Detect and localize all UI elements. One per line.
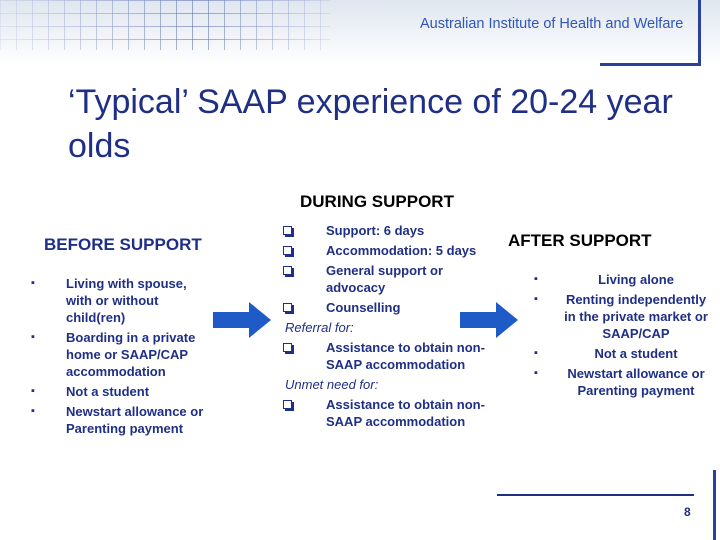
hollow-square-bullet-icon [283,246,292,255]
before-list [28,275,213,440]
right-arrow-icon [460,302,518,338]
hollow-square-bullet-icon [283,226,292,235]
header-horizontal-rule [600,63,701,66]
list-item: Counselling [283,299,493,316]
unmet-need-label: Unmet need for: [285,377,379,392]
list-item: ▪ Living with spouse, with or without child(ren) [31,276,187,325]
bullet-icon: ▪ [534,293,538,305]
list-item: ▪ Newstart allowance or Parenting payment [534,366,705,398]
bullet-icon: ▪ [31,277,35,289]
list-item: ▪ Newstart allowance or Parenting payment [31,404,204,436]
list-item: ▪ Renting independently in the private market or SAAP/CAP [534,292,708,341]
referral-label: Referral for: [285,320,354,335]
bullet-icon: ▪ [31,405,35,417]
hollow-square-bullet-icon [283,343,292,352]
list-item: Support: 6 days [283,222,493,239]
page-number: 8 [684,505,691,519]
list-item: ▪ Not a student [31,384,150,399]
list-item: General support or advocacy [283,262,493,296]
after-heading: AFTER SUPPORT [508,231,652,250]
bullet-icon: ▪ [31,385,35,397]
list-item: ▪ Not a student [534,346,678,361]
before-heading: BEFORE SUPPORT [44,235,202,254]
hollow-square-bullet-icon [283,303,292,312]
footer-rule [497,494,694,496]
list-item: ▪ Living alone [534,272,674,287]
list-item: ▪ Boarding in a private home or SAAP/CAP accommodation [31,330,196,379]
hollow-square-bullet-icon [283,400,292,409]
organisation-name: Australian Institute of Health and Welfare [420,16,684,32]
list-item: Assistance to obtain non-SAAP accommodation [283,396,493,430]
bullet-icon: ▪ [534,273,538,285]
header-grid-pattern [0,0,330,50]
bullet-icon: ▪ [31,331,35,343]
after-list [530,271,710,402]
during-heading: DURING SUPPORT [300,192,454,211]
hollow-square-bullet-icon [283,266,292,275]
bullet-icon: ▪ [534,367,538,379]
list-item: Accommodation: 5 days [283,242,493,259]
bullet-icon: ▪ [534,347,538,359]
footer-vertical-rule [713,470,716,540]
header-vertical-rule [698,0,701,66]
slide-title: ‘Typical’ SAAP experience of 20-24 year olds [68,83,673,165]
list-item: Assistance to obtain non-SAAP accommodation [283,339,493,373]
right-arrow-icon [213,302,271,338]
